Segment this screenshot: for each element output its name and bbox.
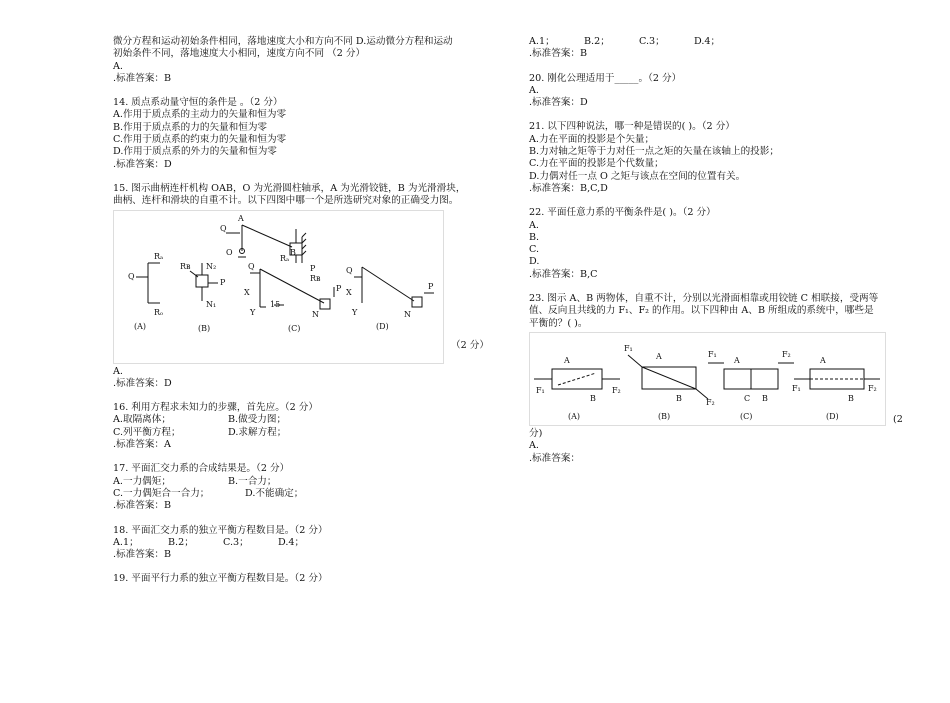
caption-d: (D): [826, 411, 839, 421]
question-22: [529, 207, 909, 281]
option-a: A.: [113, 365, 123, 377]
label-f1: F₁: [792, 383, 801, 393]
label-f2: F₂: [868, 383, 877, 393]
question-score-continued: 分): [529, 427, 543, 439]
question-21: [529, 121, 909, 195]
standard-answer: .标准答案：B,C: [529, 268, 598, 280]
option-b: B.一合力；: [228, 475, 277, 487]
question-score: (2: [893, 413, 903, 425]
standard-answer: .标准答案：D: [113, 377, 172, 389]
caption-b: (B): [198, 323, 211, 333]
label-f1: F₁: [624, 343, 633, 353]
label-y: Y: [250, 307, 256, 317]
caption-c: (C): [288, 323, 301, 333]
option-c: C.一力偶矩合一合力；: [113, 487, 210, 499]
subfigure-a: [128, 252, 163, 331]
option-a: A.: [113, 60, 123, 72]
label-p: P: [310, 263, 316, 273]
label-f1: F₁: [708, 349, 717, 359]
label-q: Q: [346, 265, 353, 275]
question-text-line: 平衡的？( )。: [529, 317, 588, 329]
option-a: A.: [529, 440, 539, 452]
option-c: C.3；: [639, 36, 665, 47]
label-o: O: [226, 247, 233, 257]
option-d: D.求解方程；: [228, 426, 287, 438]
option-a: A.: [529, 84, 539, 96]
option-c: C.3；: [223, 536, 249, 548]
label-q: Q: [220, 223, 227, 233]
option-a: A.一力偶矩；: [113, 475, 171, 487]
label-ra: Rₐ: [280, 253, 290, 263]
standard-answer: .标准答案：D: [113, 158, 172, 170]
option-b: B.作用于质点系的力的矢量和恒为零: [113, 121, 268, 133]
subfigure-a: [534, 356, 621, 421]
label-n2: N₂: [206, 261, 217, 271]
question-16: [113, 402, 501, 451]
option-a: A.1；: [529, 36, 555, 47]
label-rb: Rʙ: [180, 261, 191, 271]
label-b: B: [848, 393, 854, 403]
question-text-line: 曲柄、连杆和滑块的自重不计。以下四图中哪一个是所选研究对象的正确受力图。: [113, 195, 459, 207]
mechanism-main-diagram: [220, 214, 316, 273]
option-c: C.列平衡方程；: [113, 426, 181, 438]
option-a: A.力在平面的投影是个矢量；: [529, 133, 655, 145]
question-14: [113, 97, 501, 171]
crank-mechanism-figure: [113, 210, 444, 364]
question-18: [113, 525, 501, 562]
option-d: D.不能确定；: [245, 487, 304, 499]
question-title: 20. 刚化公理适用于_____。（2 分）: [529, 72, 682, 84]
standard-answer: .标准答案：B: [113, 72, 172, 84]
option-b: B.做受力图；: [228, 414, 287, 426]
label-a: A: [656, 351, 662, 361]
label-a: A: [238, 213, 244, 223]
question-title: 16. 利用方程求未知力的步骤，首先应。（2 分）: [113, 402, 318, 414]
option-d: D.作用于质点系的外力的矢量和恒为零: [113, 146, 277, 158]
standard-answer: .标准答案：B: [529, 48, 588, 60]
label-f2: F₂: [612, 385, 621, 395]
question-13-continued: [113, 36, 501, 85]
question-title: 18. 平面汇交力系的独立平衡方程数目是。（2 分）: [113, 524, 328, 536]
label-c: C: [744, 393, 751, 403]
label-b: B: [290, 247, 296, 257]
option-a: A.作用于质点系的主动力的矢量和恒为零: [113, 109, 287, 121]
standard-answer: .标准答案：A: [113, 439, 171, 451]
label-q: Q: [128, 271, 135, 281]
label-p: P: [336, 283, 342, 293]
label-p: P: [220, 277, 226, 287]
option-b: B.力对轴之矩等于力对任一点之矩的矢量在该轴上的投影；: [529, 146, 779, 158]
label-ra: Rₐ: [154, 251, 164, 261]
standard-answer: .标准答案：B: [113, 500, 172, 512]
option-c: C.作用于质点系的约束力的矢量和恒为零: [113, 134, 287, 146]
subfigure-b: [624, 344, 715, 421]
label-f2: F₂: [782, 349, 791, 359]
standard-answer: .标准答案：B,C,D: [529, 182, 608, 194]
question-text-line: 15. 图示曲柄连杆机构 OAB，O 为光滑圆柱轴承，A 为光滑铰链，B 为光滑滑块，: [113, 182, 466, 194]
right-column: [529, 36, 909, 465]
label-x: X: [244, 287, 250, 297]
label-b: B: [676, 393, 682, 403]
caption-c: (C): [740, 411, 753, 421]
caption-d: (D): [376, 321, 389, 331]
label-a: A: [564, 355, 570, 365]
option-a: A.1；: [113, 536, 139, 548]
label-b: B: [762, 393, 768, 403]
question-23: [529, 293, 909, 465]
option-d: D.力偶对任一点 O 之矩与该点在空间的位置有关。: [529, 170, 746, 182]
subfigure-c: [708, 350, 794, 421]
label-p: P: [428, 281, 434, 291]
question-title: 22. 平面任意力系的平衡条件是( )。（2 分）: [529, 207, 716, 219]
question-text-line: 23. 图示 A、B 两物体，自重不计，分别以光滑面相靠或用铰链 C 相联接，受两等: [529, 293, 879, 305]
caption-a: (A): [134, 321, 147, 331]
question-17: [113, 463, 501, 512]
subfigure-b: [180, 262, 226, 333]
label-n: N: [312, 309, 319, 319]
label-ro: Rₒ: [154, 307, 164, 317]
question-text-line: 微分方程和运动初始条件相同，落地速度大小和方向不同 D.运动微分方程和运动: [113, 36, 453, 47]
label-b: B: [590, 393, 596, 403]
option-d: D.4；: [278, 536, 305, 548]
question-text-line: 值、反向且共线的力 F₁、F₂ 的作用。以下四种由 A、B 所组成的系统中，哪些是: [529, 305, 874, 317]
label-a: A: [734, 355, 740, 365]
caption-b: (B): [658, 411, 671, 421]
option-b: B.: [529, 231, 540, 243]
label-x: X: [346, 287, 352, 297]
label-f1: F₁: [536, 385, 545, 395]
question-title: 21. 以下四种说法，哪一种是错误的( )。（2 分）: [529, 121, 735, 133]
label-n1: N₁: [206, 299, 217, 309]
label-f2: F₂: [706, 397, 715, 407]
option-d: D.: [529, 256, 540, 268]
label-y: Y: [352, 307, 358, 317]
subfigure-d: [346, 266, 434, 331]
subfigure-c: [244, 254, 342, 333]
question-title: 17. 平面汇交力系的合成结果是。（2 分）: [113, 463, 290, 475]
option-d: D.4；: [694, 36, 721, 47]
option-a: A.: [529, 219, 539, 231]
label-n: N: [404, 309, 411, 319]
standard-answer: .标准答案：: [529, 452, 581, 464]
question-score: （2 分）: [451, 339, 489, 351]
left-column: [113, 36, 501, 586]
option-c: C.: [529, 244, 540, 256]
caption-a: (A): [568, 411, 581, 421]
option-b: B.2；: [168, 536, 194, 548]
option-c: C.力在平面的投影是个代数量；: [529, 158, 664, 170]
two-body-figure: [529, 332, 886, 426]
question-19: [113, 573, 501, 585]
question-19-continued: [529, 36, 909, 61]
question-15: [113, 183, 501, 390]
label-rb: Rʙ: [310, 273, 321, 283]
label-15: 15: [270, 299, 281, 309]
subfigure-d: [792, 356, 880, 421]
label-a: A: [820, 355, 826, 365]
label-q: Q: [248, 261, 255, 271]
standard-answer: .标准答案：D: [529, 97, 588, 109]
option-a: A.取隔离体；: [113, 414, 171, 426]
option-b: B.2；: [584, 36, 610, 47]
question-title: 14. 质点系动量守恒的条件是 。（2 分）: [113, 97, 283, 109]
question-title: 19. 平面平行力系的独立平衡方程数目是。（2 分）: [113, 573, 328, 585]
standard-answer: .标准答案：B: [113, 549, 172, 561]
question-text-line: 初始条件不同，落地速度大小相同，速度方向不同 （2 分）: [113, 48, 366, 60]
question-20: [529, 73, 909, 110]
